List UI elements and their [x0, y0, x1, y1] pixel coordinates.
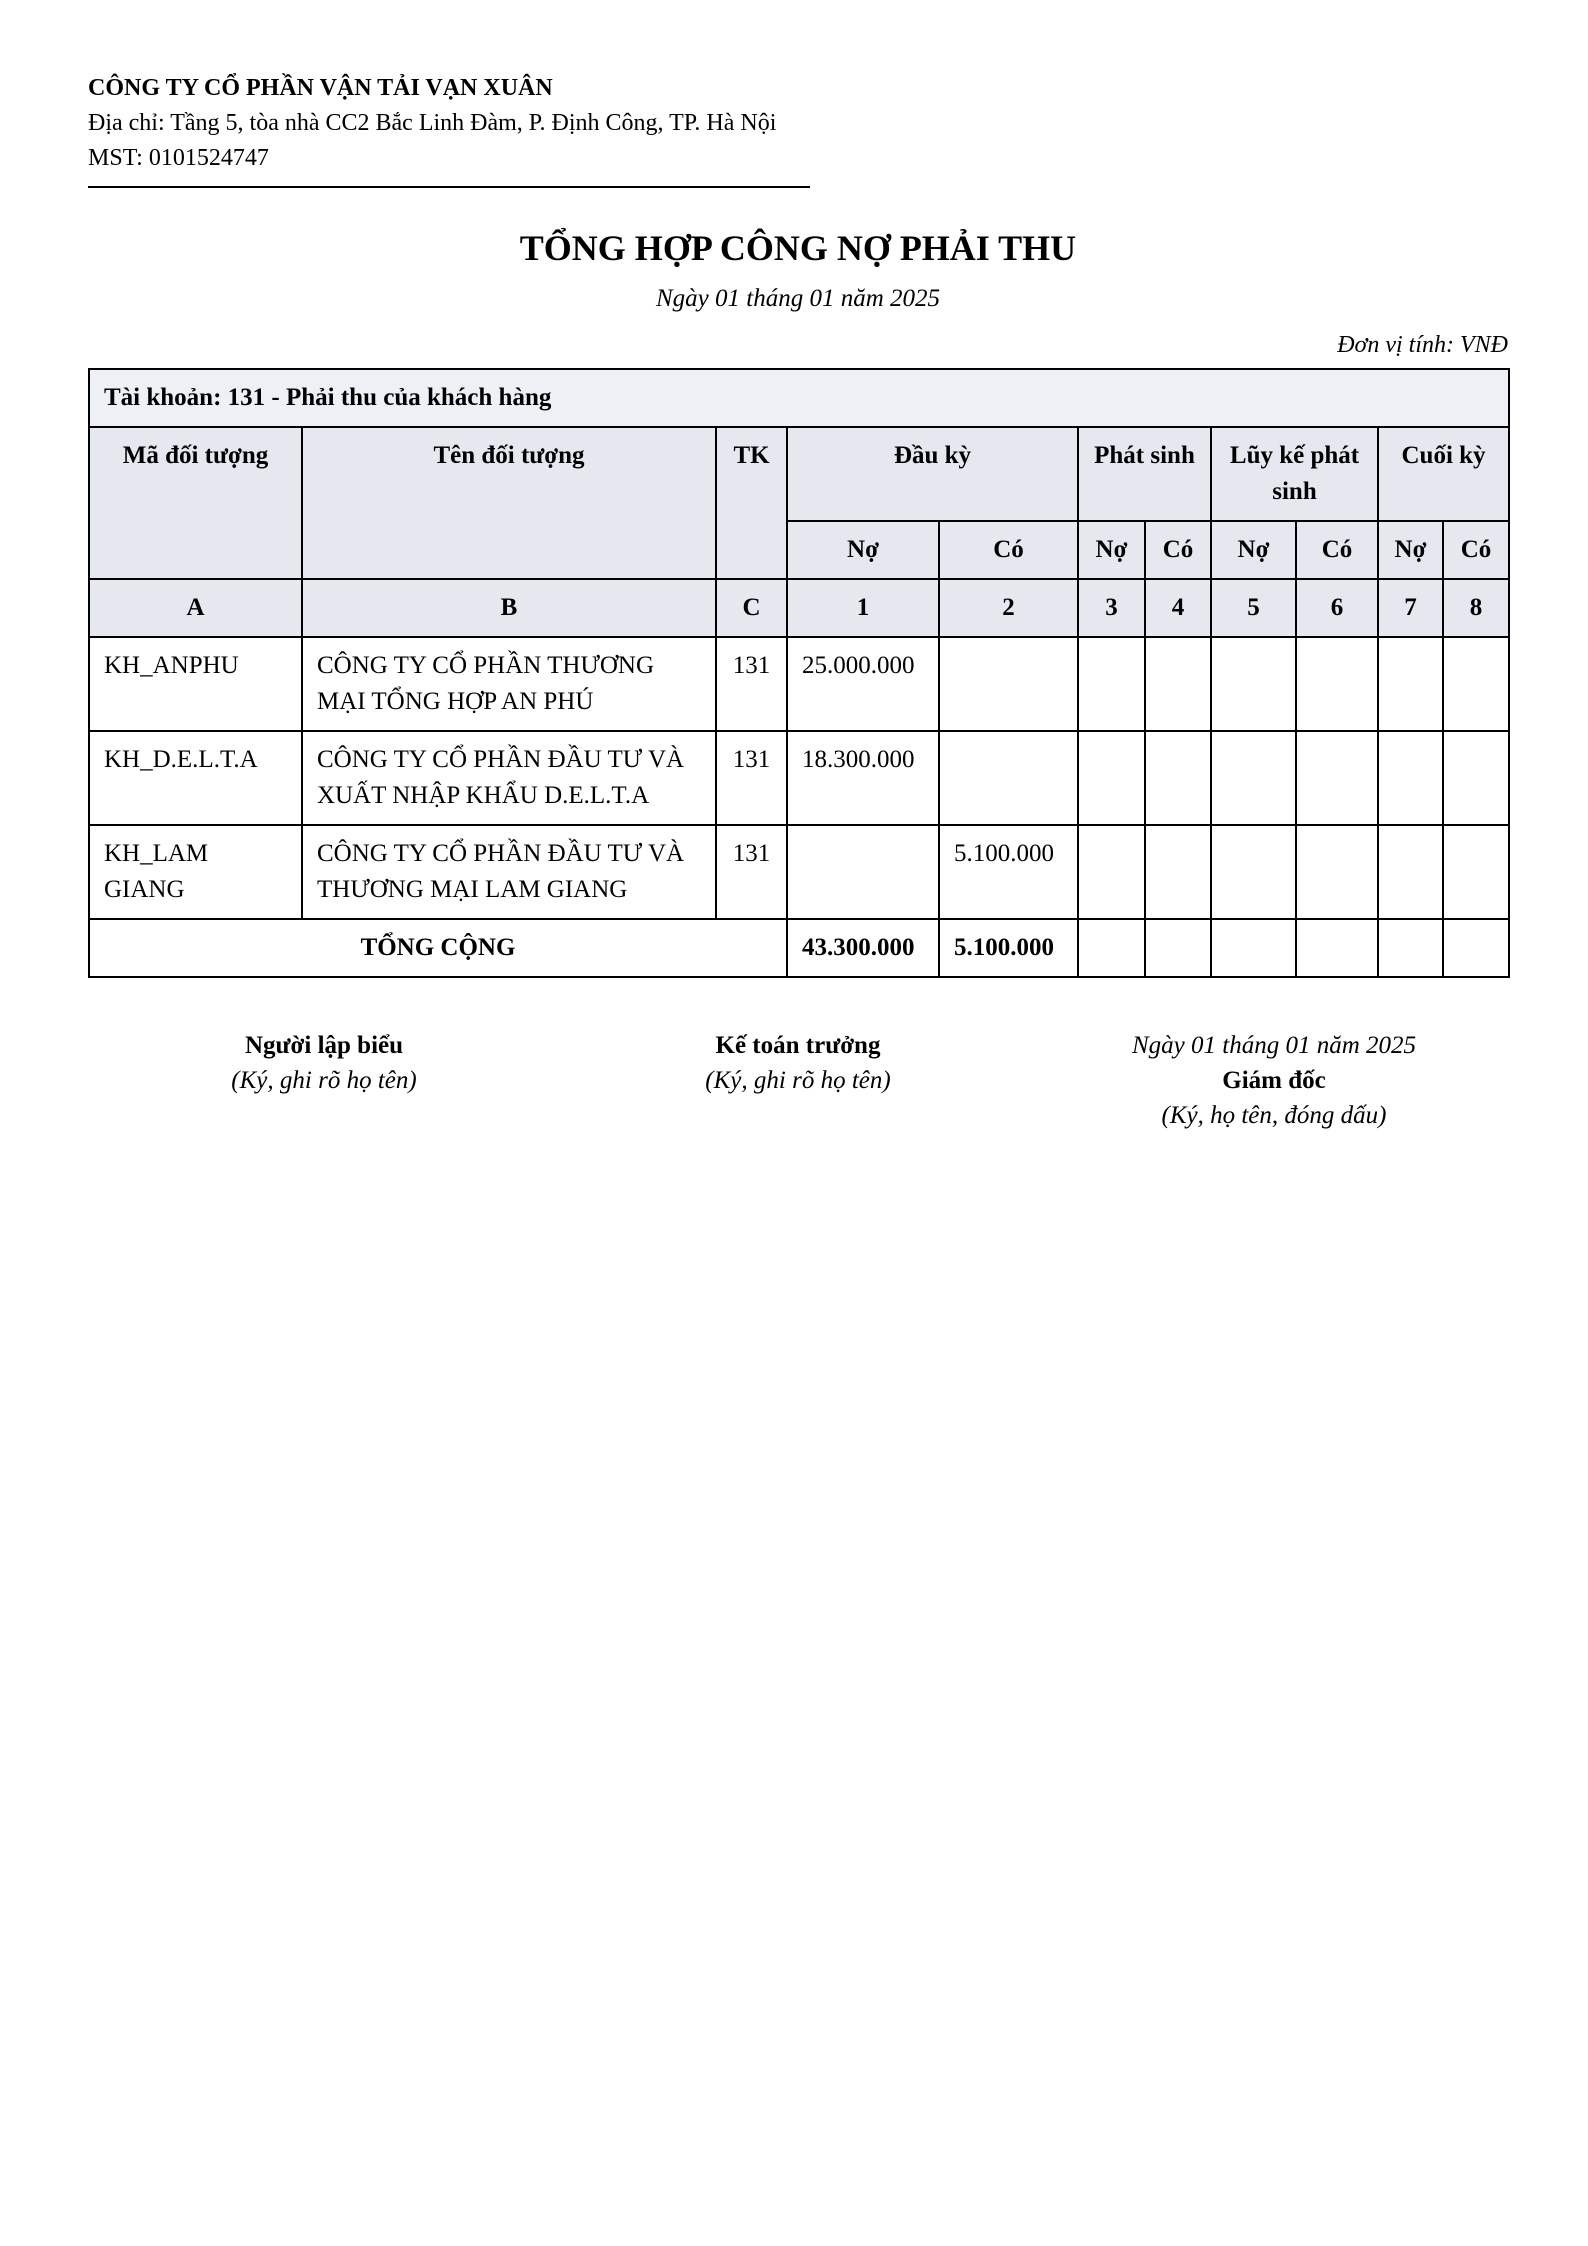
col-index: 2 [939, 579, 1078, 637]
row-closing-debit [1378, 731, 1443, 825]
header-opening: Đầu kỳ [787, 427, 1078, 521]
row-cum-credit [1296, 637, 1378, 731]
row-arising-debit [1078, 825, 1145, 919]
total-empty [1378, 919, 1443, 977]
total-empty [1443, 919, 1509, 977]
total-opening-credit: 5.100.000 [939, 919, 1078, 977]
header-arising-credit: Có [1145, 521, 1211, 579]
row-opening-debit: 25.000.000 [787, 637, 939, 731]
chief-accountant-role: Kế toán trưởng [715, 1032, 881, 1059]
col-index: 1 [787, 579, 939, 637]
row-closing-credit [1443, 731, 1509, 825]
company-header [88, 70, 810, 188]
row-code: KH_LAM GIANG [89, 825, 302, 919]
total-opening-debit: 43.300.000 [787, 919, 939, 977]
row-arising-debit [1078, 731, 1145, 825]
row-closing-credit [1443, 637, 1509, 731]
row-code: KH_ANPHU [89, 637, 302, 731]
signature-director [1084, 1028, 1464, 1133]
header-cumulative: Lũy kế phát sinh [1211, 427, 1378, 521]
row-arising-credit [1145, 731, 1211, 825]
total-label: TỔNG CỘNG [89, 919, 787, 977]
row-closing-debit [1378, 637, 1443, 731]
col-index: 5 [1211, 579, 1296, 637]
director-note: (Ký, họ tên, đóng dấu) [1161, 1102, 1387, 1129]
report-date: Ngày 01 tháng 01 năm 2025 [655, 285, 941, 312]
row-opening-credit [939, 731, 1078, 825]
row-opening-credit [939, 637, 1078, 731]
total-row [89, 919, 1509, 977]
row-tk: 131 [716, 637, 787, 731]
table-row [89, 825, 1509, 919]
receivables-table [88, 368, 1510, 978]
header-row-1 [89, 427, 1509, 521]
preparer-note: (Ký, ghi rõ họ tên) [231, 1067, 417, 1094]
preparer-role: Người lập biểu [244, 1032, 404, 1059]
col-index: A [89, 579, 302, 637]
header-opening-debit: Nợ [787, 521, 939, 579]
row-opening-credit: 5.100.000 [939, 825, 1078, 919]
director-date: Ngày 01 tháng 01 năm 2025 [1131, 1032, 1417, 1059]
row-arising-credit [1145, 825, 1211, 919]
account-label: Tài khoản: 131 - Phải thu của khách hàng [89, 369, 1509, 427]
header-code: Mã đối tượng [89, 427, 302, 579]
col-index: C [716, 579, 787, 637]
header-arising-debit: Nợ [1078, 521, 1145, 579]
header-cum-credit: Có [1296, 521, 1378, 579]
row-cum-debit [1211, 637, 1296, 731]
col-index: 4 [1145, 579, 1211, 637]
header-arising: Phát sinh [1078, 427, 1211, 521]
row-cum-debit [1211, 731, 1296, 825]
director-role: Giám đốc [1222, 1067, 1326, 1094]
signature-preparer [134, 1028, 514, 1098]
company-name: CÔNG TY CỔ PHẦN VẬN TẢI VẠN XUÂN [88, 75, 553, 101]
total-empty [1296, 919, 1378, 977]
row-tk: 131 [716, 731, 787, 825]
table-row [89, 731, 1509, 825]
row-name: CÔNG TY CỔ PHẦN THƯƠNG MẠI TỔNG HỢP AN PHÚ [302, 637, 716, 731]
row-arising-credit [1145, 637, 1211, 731]
col-index: 7 [1378, 579, 1443, 637]
header-cum-debit: Nợ [1211, 521, 1296, 579]
column-index-row [89, 579, 1509, 637]
header-closing-credit: Có [1443, 521, 1509, 579]
row-cum-credit [1296, 731, 1378, 825]
header-closing-debit: Nợ [1378, 521, 1443, 579]
currency-unit: Đơn vị tính: VNĐ [1337, 332, 1508, 358]
col-index: B [302, 579, 716, 637]
header-tk: TK [716, 427, 787, 579]
chief-accountant-note: (Ký, ghi rõ họ tên) [705, 1067, 891, 1094]
company-address: Địa chỉ: Tầng 5, tòa nhà CC2 Bắc Linh Đàm, P. Định Công, TP. Hà Nội [88, 110, 777, 136]
report-title: TỔNG HỢP CÔNG NỢ PHẢI THU [519, 228, 1077, 268]
row-closing-credit [1443, 825, 1509, 919]
company-tax-code: MST: 0101524747 [88, 145, 269, 171]
header-closing: Cuối kỳ [1378, 427, 1509, 521]
row-arising-debit [1078, 637, 1145, 731]
row-opening-debit [787, 825, 939, 919]
row-name: CÔNG TY CỔ PHẦN ĐẦU TƯ VÀ THƯƠNG MẠI LAM GIANG [302, 825, 716, 919]
row-cum-credit [1296, 825, 1378, 919]
signature-block [88, 1028, 1508, 1148]
col-index: 6 [1296, 579, 1378, 637]
header-opening-credit: Có [939, 521, 1078, 579]
col-index: 3 [1078, 579, 1145, 637]
document-page [88, 70, 1508, 1148]
header-name: Tên đối tượng [302, 427, 716, 579]
table-row [89, 637, 1509, 731]
total-empty [1145, 919, 1211, 977]
col-index: 8 [1443, 579, 1509, 637]
row-closing-debit [1378, 825, 1443, 919]
row-cum-debit [1211, 825, 1296, 919]
row-opening-debit: 18.300.000 [787, 731, 939, 825]
row-name: CÔNG TY CỔ PHẦN ĐẦU TƯ VÀ XUẤT NHẬP KHẨU D.E.L.T.A [302, 731, 716, 825]
total-empty [1078, 919, 1145, 977]
row-tk: 131 [716, 825, 787, 919]
signature-chief-accountant [608, 1028, 988, 1098]
row-code: KH_D.E.L.T.A [89, 731, 302, 825]
account-row [89, 369, 1509, 427]
total-empty [1211, 919, 1296, 977]
